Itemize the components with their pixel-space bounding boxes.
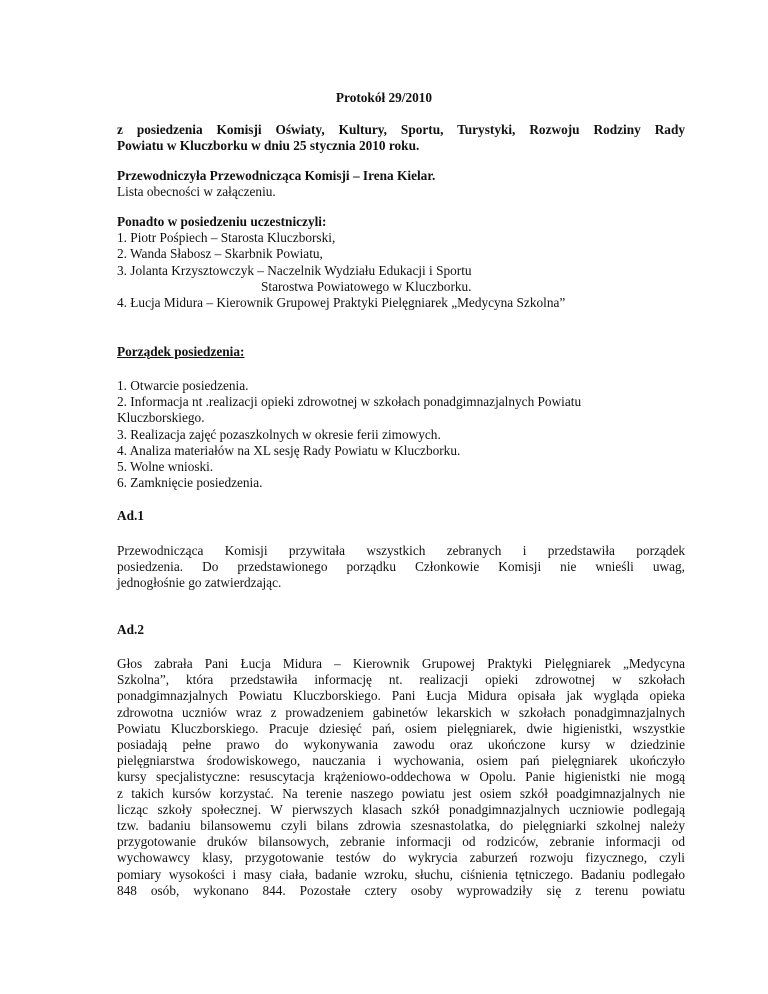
agenda-item: 2. Informacja nt .realizacji opieki zdrowotnej w szkołach ponadgimnazjalnych Powiatu	[117, 394, 582, 410]
ad2-heading-block	[117, 622, 685, 638]
paragraph-line: przygotowanie druków bilansowych, zebranie informacji od rodziców, zebranie informacji od	[117, 834, 685, 850]
participant-item-continued: Starostwa Powiatowego w Kluczborku.	[261, 278, 472, 294]
paragraph-line: Przewodnicząca Komisji przywitała wszystkich zebranych i przedstawiła porządek	[117, 543, 685, 558]
paragraph-line: Powiatu Kluczborskiego. Pracuje dziesięć pań, osiem pielęgniarek, dwie higienistki, wszystkie	[117, 720, 685, 736]
participant-item: 2. Wanda Słabosz – Skarbnik Powiatu,	[117, 246, 323, 262]
attendance-note: Lista obecności w załączeniu.	[117, 184, 276, 200]
document-title: Protokół 29/2010	[335, 90, 433, 105]
paragraph-line: pielęgniarstwa środowiskowego, nauczania i wychowania, osiem pań pielęgniarek ukończyło	[117, 753, 685, 769]
paragraph-line: posiadają pełne prawo do wykonywania zawodu oraz ukończone kursy w dziedzinie	[117, 737, 685, 753]
agenda-item: 6. Zamknięcie posiedzenia.	[117, 475, 263, 491]
paragraph-line: z takich kursów korzystać. Na terenie naszego powiatu jest osiem szkół poadgimnazjalnych nie	[117, 785, 685, 801]
participants-heading: Ponadto w posiedzeniu uczestniczyli:	[117, 214, 327, 229]
ad1-heading: Ad.1	[117, 508, 144, 523]
agenda-heading-block	[117, 344, 685, 360]
agenda-item: 4. Analiza materiałów na XL sesję Rady Powiatu w Kluczborku.	[117, 442, 461, 458]
paragraph-line: kursy specjalistyczne: resuscytacja krążeniowo-oddechowa w Opolu. Panie higienistki nie mogą	[117, 769, 685, 785]
agenda-item: 1. Otwarcie posiedzenia.	[117, 378, 249, 393]
ad2-paragraph	[117, 656, 685, 899]
paragraph-line: jednogłośnie go zatwierdzając.	[117, 575, 282, 591]
paragraph-line: Głos zabrała Pani Łucja Midura – Kierownik Grupowej Praktyki Pielęgniarek „Medycyna	[117, 656, 685, 671]
meeting-subtitle	[117, 122, 685, 154]
subtitle-line: Powiatu w Kluczborku w dniu 25 stycznia 2010 roku.	[117, 138, 420, 154]
ad1-paragraph	[117, 543, 685, 592]
paragraph-line: Szkolna”, która przedstawiła informację nt. realizacji opieki zdrowotnej w szkołach	[117, 672, 685, 688]
chair-block	[117, 168, 685, 200]
paragraph-line: 848 osób, wykonano 844. Pozostałe cztery osoby wyprowadziły się z terenu powiatu	[117, 882, 685, 898]
participant-item: 1. Piotr Pośpiech – Starosta Kluczborski,	[117, 230, 336, 246]
paragraph-line: licząc szkoły społecznej. W pierwszych klasach szkół ponadgimnazjalnych uczniowie podlegają	[117, 801, 685, 817]
agenda-item: 5. Wolne wnioski.	[117, 459, 214, 475]
agenda-list	[117, 378, 685, 491]
ad2-heading: Ad.2	[117, 622, 144, 637]
participant-item: 3. Jolanta Krzysztowczyk – Naczelnik Wydziału Edukacji i Sportu	[117, 262, 472, 278]
participants-block	[117, 214, 685, 311]
paragraph-line: zdrowotna uczniów wraz z prowadzeniem gabinetów lekarskich w szkołach ponadgimnazjalnych	[117, 704, 685, 720]
paragraph-line: posiedzenia. Do przedstawionego porządku Członkowie Komisji nie wnieśli uwag,	[117, 559, 685, 575]
agenda-heading: Porządek posiedzenia:	[117, 344, 245, 359]
ad1-heading-block	[117, 508, 685, 524]
paragraph-line: wychowawcy klasy, przygotowanie testów do wykrycia zaburzeń rozwoju fizycznego, czyli	[117, 850, 685, 866]
paragraph-line: pomiary wysokości i masy ciała, badanie wzroku, słuchu, ciśnienia tętniczego. Badaniu podlegało	[117, 866, 685, 882]
chair-line: Przewodniczyła Przewodnicząca Komisji – Irena Kielar.	[117, 168, 436, 183]
paragraph-line: tzw. badaniu bilansowemu czyli bilans zdrowia szesnastolatka, do pielęgniarki szkolnej należy	[117, 818, 685, 834]
paragraph-line: ponadgimnazjalnych Powiatu Kluczborskiego. Pani Łucja Midura opisała jak wygląda opieka	[117, 688, 685, 704]
participant-item: 4. Łucja Midura – Kierownik Grupowej Praktyki Pielęgniarek „Medycyna Szkolna”	[117, 295, 566, 311]
agenda-item: 3. Realizacja zajęć pozaszkolnych w okresie ferii zimowych.	[117, 426, 441, 442]
agenda-item: Kluczborskiego.	[117, 410, 205, 426]
subtitle-line: z posiedzenia Komisji Oświaty, Kultury, Sportu, Turystyki, Rozwoju Rodziny Rady	[117, 122, 685, 137]
